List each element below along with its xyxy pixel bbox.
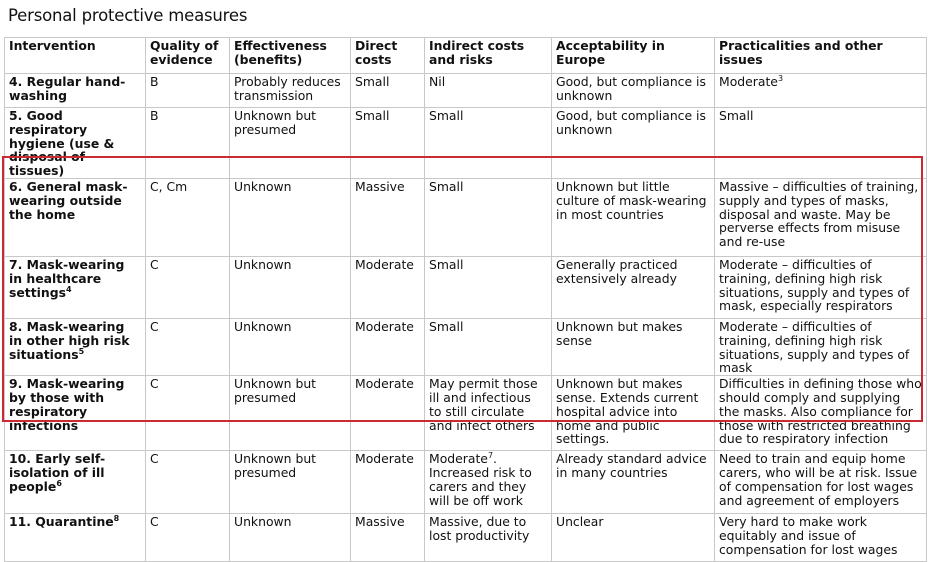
cell-text: Very hard to make work equitably and issue of compensation for lost wages	[719, 514, 898, 557]
table-cell	[230, 514, 351, 562]
header-cell: Direct costs	[351, 38, 425, 74]
cell-text: Moderate	[355, 256, 414, 272]
cell-text-continued: . Increased risk to carers and they will be off work	[429, 451, 532, 508]
table-cell	[425, 108, 552, 179]
table-cell	[715, 376, 927, 451]
table-cell	[146, 108, 230, 179]
footnote-marker: 8	[113, 514, 120, 524]
table-cell	[351, 74, 425, 108]
cell-text: Moderate	[355, 451, 414, 467]
table-cell	[351, 514, 425, 562]
cell-text: Unknown	[234, 256, 292, 272]
table-cell	[425, 514, 552, 562]
cell-text: Small	[429, 256, 464, 272]
cell-text: Unknown but little culture of mask-wearing in most countries	[556, 178, 707, 222]
table-cell	[425, 74, 552, 108]
cell-text: 4. Regular hand-washing	[9, 74, 126, 103]
cell-text: Moderate – difficulties of training, defining high risk situations, supply and types of mask	[719, 318, 910, 376]
footnote-marker: 3	[777, 74, 784, 83]
intervention-cell	[5, 514, 146, 562]
cell-text: Small	[429, 318, 464, 334]
cell-text: Moderate	[355, 318, 414, 334]
cell-text: 8. Mask-wearing in other high risk situations	[9, 318, 130, 362]
cell-text: May permit those ill and infectious to still circulate and infect others	[429, 376, 538, 433]
intervention-cell	[5, 178, 146, 256]
cell-text: Already standard advice in many countries	[556, 451, 707, 480]
table-cell	[351, 376, 425, 451]
cell-text: Need to train and equip home carers, who will be at risk. Issue of compensation for lost wages and agreement of employers	[719, 451, 918, 508]
table-cell	[146, 74, 230, 108]
table-row	[5, 178, 927, 256]
table-cell	[715, 451, 927, 514]
table-cell	[425, 178, 552, 256]
cell-text: Difficulties in defining those who should comply and supplying the masks. Also compliance for those with restricted breathing due to respiratory infection	[719, 376, 922, 447]
table-cell	[552, 178, 715, 256]
cell-text: Unknown but makes sense. Extends current hospital advice into home and public settings.	[556, 376, 699, 447]
table-cell	[715, 318, 927, 375]
cell-text: Unclear	[556, 514, 604, 530]
table-cell	[351, 108, 425, 179]
cell-text: 7. Mask-wearing in healthcare settings	[9, 256, 125, 300]
table-row	[5, 108, 927, 179]
cell-text: B	[150, 108, 159, 123]
cell-text: Small	[355, 108, 390, 123]
intervention-cell	[5, 318, 146, 375]
table-cell	[351, 318, 425, 375]
cell-text: Unknown but presumed	[234, 451, 317, 480]
header-cell: Intervention	[5, 38, 146, 74]
cell-text: B	[150, 74, 159, 89]
cell-text: Nil	[429, 74, 446, 89]
table-row	[5, 451, 927, 514]
cell-text: Small	[355, 74, 390, 89]
cell-text: C	[150, 376, 159, 392]
header-cell: Quality of evidence	[146, 38, 230, 74]
table-cell	[425, 451, 552, 514]
table-cell	[425, 256, 552, 318]
table-cell	[230, 376, 351, 451]
cell-text: 9. Mask-wearing by those with respiratory infections	[9, 376, 125, 433]
table-cell	[351, 451, 425, 514]
table-cell	[146, 318, 230, 375]
cell-text: Unknown	[234, 514, 292, 530]
table-cell	[715, 108, 927, 179]
header-cell: Acceptability in Europe	[552, 38, 715, 74]
table-cell	[552, 376, 715, 451]
header-row	[5, 38, 927, 74]
table-cell	[146, 376, 230, 451]
table-cell	[351, 178, 425, 256]
table-cell	[715, 256, 927, 318]
table-row	[5, 376, 927, 451]
cell-text: C, Cm	[150, 178, 188, 194]
cell-text: Moderate – difficulties of training, defining high risk situations, supply and types of mask, especially respirators	[719, 256, 910, 314]
table-cell	[146, 514, 230, 562]
cell-text: Unknown but presumed	[234, 376, 317, 405]
cell-text: C	[150, 318, 159, 334]
cell-text: Probably reduces transmission	[234, 74, 341, 103]
table-cell	[715, 514, 927, 562]
cell-text: 5. Good respiratory hygiene (use & disposal of tissues)	[9, 108, 115, 179]
footnote-marker: 4	[65, 284, 72, 294]
table-cell	[146, 178, 230, 256]
table-cell	[230, 451, 351, 514]
intervention-cell	[5, 256, 146, 318]
intervention-cell	[5, 451, 146, 514]
table-cell	[425, 318, 552, 375]
intervention-cell	[5, 108, 146, 179]
table-row	[5, 514, 927, 562]
measures-table	[4, 37, 927, 562]
cell-text: Unknown	[234, 178, 292, 194]
table-cell	[425, 376, 552, 451]
table-cell	[552, 318, 715, 375]
page-title: Personal protective measures	[8, 6, 248, 25]
cell-text: Massive	[355, 514, 405, 530]
table-cell	[230, 74, 351, 108]
intervention-cell	[5, 74, 146, 108]
table-cell	[552, 451, 715, 514]
table-cell	[552, 74, 715, 108]
cell-text: 6. General mask-wearing outside the home	[9, 178, 128, 222]
table-cell	[230, 256, 351, 318]
footnote-marker: 7	[487, 451, 494, 461]
table-cell	[230, 318, 351, 375]
header-cell: Practicalities and other issues	[715, 38, 927, 74]
cell-text: 11. Quarantine	[9, 514, 114, 530]
cell-text: Unknown but makes sense	[556, 318, 683, 348]
cell-text: Moderate	[355, 376, 414, 392]
footnote-marker: 5	[78, 346, 85, 356]
cell-text: Unknown but presumed	[234, 108, 317, 137]
footnote-marker: 6	[56, 478, 62, 488]
cell-text: Good, but compliance is unknown	[556, 74, 706, 103]
header-cell: Indirect costs and risks	[425, 38, 552, 74]
table-cell	[552, 256, 715, 318]
table-cell	[146, 256, 230, 318]
cell-text: Unknown	[234, 318, 292, 334]
cell-text: C	[150, 256, 159, 272]
cell-text: Good, but compliance is unknown	[556, 108, 706, 137]
table-row	[5, 318, 927, 375]
cell-text: Massive – difficulties of training, supply and types of masks, disposal and waste. May be perverse effects from misuse and re-use	[719, 178, 919, 250]
cell-text: 10. Early self-isolation of ill people	[9, 451, 106, 494]
table-cell	[230, 178, 351, 256]
intervention-cell	[5, 376, 146, 451]
table-cell	[351, 256, 425, 318]
cell-text: Moderate	[719, 74, 778, 89]
cell-text: Massive	[355, 178, 405, 194]
table-row	[5, 74, 927, 108]
cell-text: C	[150, 451, 159, 467]
cell-text: Small	[429, 178, 464, 194]
table-cell	[552, 108, 715, 179]
table-cell	[715, 74, 927, 108]
table-cell	[552, 514, 715, 562]
cell-text: C	[150, 514, 159, 530]
cell-text: Small	[719, 108, 754, 123]
table-row	[5, 256, 927, 318]
cell-text: Small	[429, 108, 464, 123]
table-cell	[715, 178, 927, 256]
cell-text: Massive, due to lost productivity	[429, 514, 530, 543]
header-cell: Effectiveness (benefits)	[230, 38, 351, 74]
cell-text: Generally practiced extensively already	[556, 256, 678, 286]
table-cell	[230, 108, 351, 179]
cell-text: Moderate	[429, 451, 488, 467]
table-cell	[146, 451, 230, 514]
